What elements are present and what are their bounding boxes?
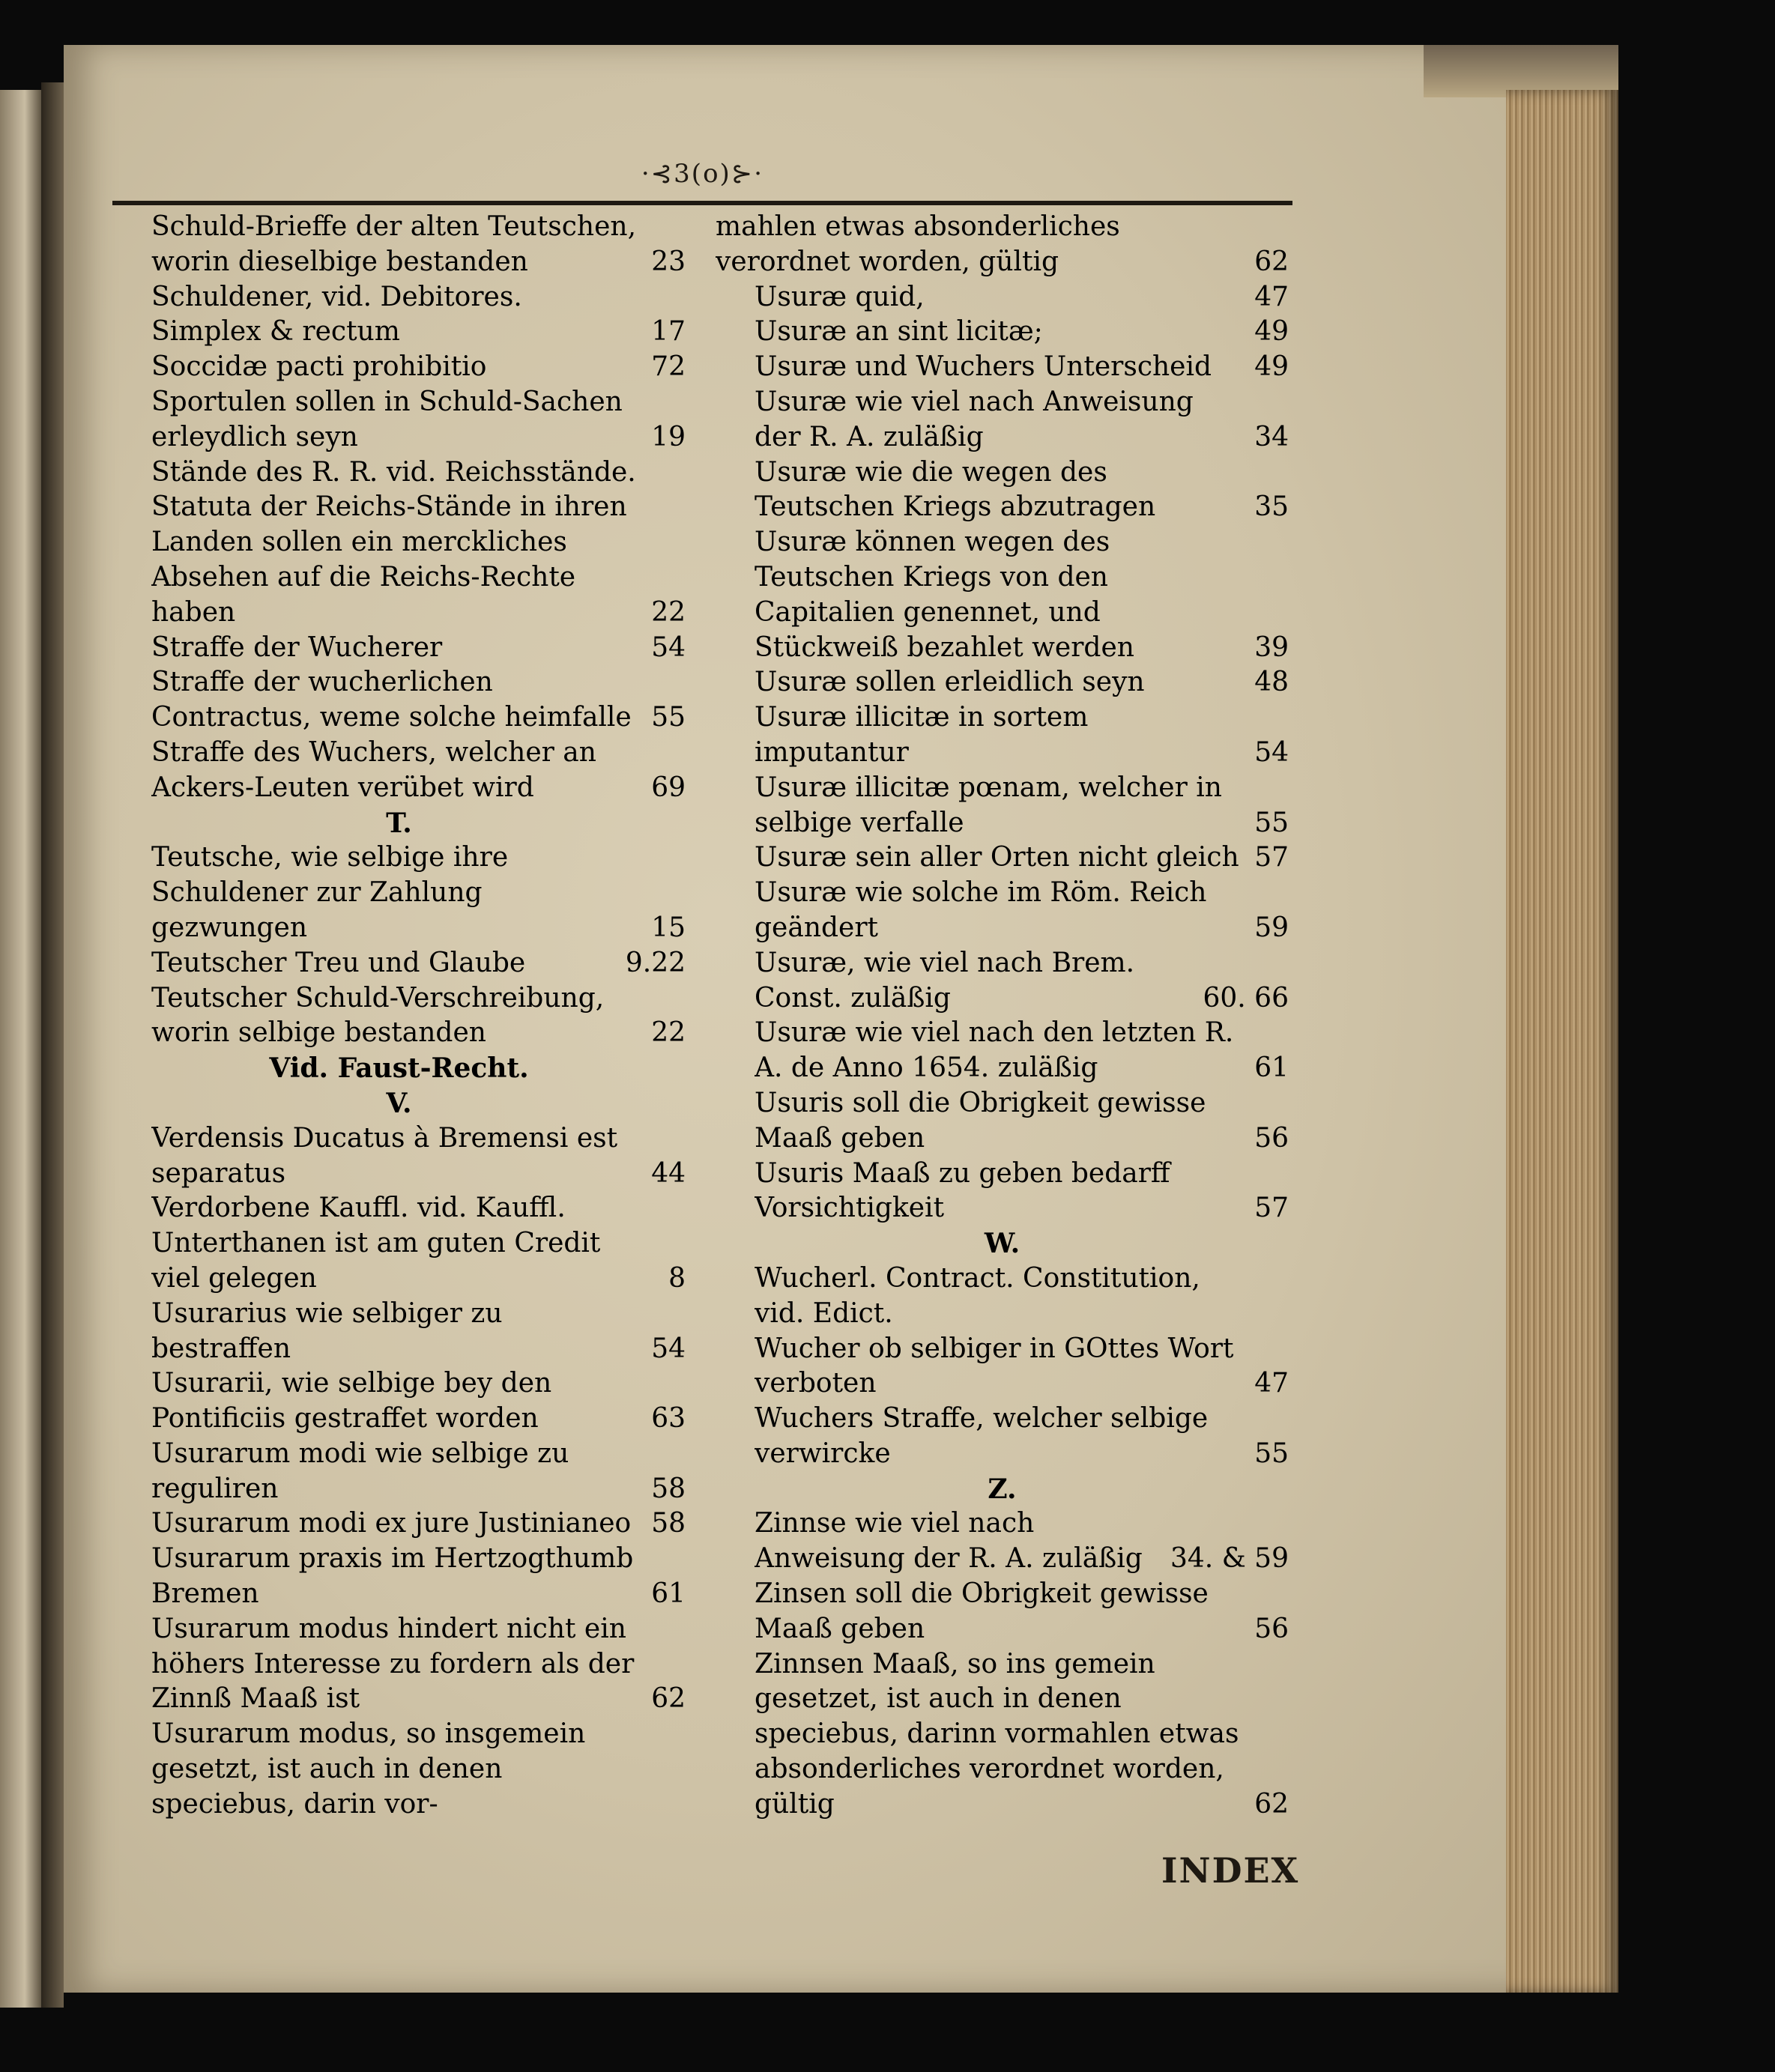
book-gutter bbox=[41, 82, 64, 2008]
index-entry-text: Usuræ sein aller Orten nicht gleich bbox=[755, 842, 1239, 873]
index-entry bbox=[716, 700, 1289, 771]
index-entry bbox=[716, 1157, 1289, 1227]
index-entry-page: 58 bbox=[651, 1473, 686, 1504]
index-entry-text: Straffe des Wuchers, welcher an Ackers-Leuten verübet wird bbox=[151, 736, 596, 803]
index-entry-text: Zinnse wie viel nach Anweisung der R. A. zuläßig bbox=[755, 1508, 1143, 1575]
index-entry bbox=[716, 840, 1289, 876]
index-entry-text: Usuræ können wegen des Teutschen Kriegs von den Capitalien genennet, und Stückweiß bezahlet werden bbox=[755, 527, 1134, 663]
index-section-letter: V. bbox=[386, 1087, 412, 1119]
index-entry-text: Teutscher Schuld-Verschreibung, worin selbige bestanden bbox=[151, 982, 605, 1049]
index-entry-page: 47 bbox=[1254, 281, 1289, 312]
index-entry bbox=[112, 946, 686, 981]
index-entry-page: 9.22 bbox=[625, 947, 686, 978]
index-entry-text: Usurarum modus, so insgemein gesetzt, ist auch in denen speciebus, darin vor- bbox=[151, 1718, 586, 1820]
index-entry-text: Zinsen soll die Obrigkeit gewisse Maaß geben bbox=[755, 1578, 1209, 1644]
index-entry-text: Stände des R. R. vid. Reichsstände. bbox=[151, 456, 636, 488]
index-column-left bbox=[112, 210, 686, 1823]
index-entry bbox=[112, 1612, 686, 1717]
index-entry bbox=[112, 840, 686, 945]
index-entry bbox=[716, 210, 1289, 280]
index-entry bbox=[112, 350, 686, 385]
index-entry bbox=[112, 210, 686, 280]
index-entry-page: 61 bbox=[1254, 1052, 1289, 1084]
index-entry-text: Verdensis Ducatus à Bremensi est separatus bbox=[151, 1122, 618, 1189]
index-entry-text: Usuræ wie die wegen des Teutschen Kriegs abzutragen bbox=[755, 456, 1156, 523]
index-entry bbox=[112, 665, 686, 736]
index-section-letter: Z. bbox=[988, 1473, 1017, 1505]
index-entry bbox=[716, 1332, 1289, 1402]
index-entry-page: 60. 66 bbox=[1203, 982, 1289, 1014]
index-entry-page: 56 bbox=[1254, 1122, 1289, 1154]
index-entry-text: Usurarum modus hindert nicht ein höhers Interesse zu fordern als der Zinnß Maaß ist bbox=[151, 1613, 635, 1715]
index-entry bbox=[716, 350, 1289, 385]
index-entry bbox=[112, 1297, 686, 1367]
index-entry-text: Wucherl. Contract. Constitution, vid. Edict. bbox=[755, 1262, 1200, 1329]
index-entry bbox=[112, 455, 686, 491]
index-entry-page: 19 bbox=[651, 421, 686, 452]
index-entry bbox=[716, 946, 1289, 1017]
index-entry-text: Soccidæ pacti prohibitio bbox=[151, 351, 487, 383]
index-entry-text: Usuræ illicitæ pœnam, welcher in selbige verfalle bbox=[755, 772, 1222, 838]
index-entry-page: 62 bbox=[1254, 1788, 1289, 1820]
index-entry-text: Straffe der Wucherer bbox=[151, 631, 443, 663]
index-entry-page: 62 bbox=[1254, 246, 1289, 277]
index-entry-text: Teutscher Treu und Glaube bbox=[151, 947, 526, 978]
index-entry bbox=[716, 1261, 1289, 1332]
index-entry-page: 47 bbox=[1254, 1368, 1289, 1399]
index-entry bbox=[112, 1437, 686, 1507]
index-entry bbox=[112, 1506, 686, 1542]
index-entry-page: 63 bbox=[651, 1403, 686, 1435]
index-entry-text: Sportulen sollen in Schuld-Sachen erleydlich seyn bbox=[151, 386, 623, 452]
index-entry-text: Usurarum praxis im Hertzogthumb Bremen bbox=[151, 1543, 634, 1610]
index-entry-page: 22 bbox=[651, 1017, 686, 1049]
index-entry bbox=[112, 1121, 686, 1192]
index-entry bbox=[112, 385, 686, 455]
index-entry-page: 54 bbox=[651, 1333, 686, 1364]
page-block-edge bbox=[1506, 90, 1618, 1993]
index-entry bbox=[716, 1016, 1289, 1086]
index-entry bbox=[112, 736, 686, 806]
page-header-ornament: ·⊰3(o)⊱· bbox=[641, 159, 764, 189]
index-entry-page: 54 bbox=[1254, 736, 1289, 768]
index-entry bbox=[112, 1542, 686, 1612]
index-entry bbox=[716, 1577, 1289, 1647]
index-entry-text: Usuræ und Wuchers Unterscheid bbox=[755, 351, 1212, 383]
index-entry bbox=[112, 1226, 686, 1297]
index-entry-page: 61 bbox=[651, 1578, 686, 1610]
index-entry-page: 58 bbox=[651, 1508, 686, 1539]
catchword: INDEX bbox=[1161, 1850, 1300, 1891]
index-entry bbox=[716, 771, 1289, 841]
index-entry-text: Straffe der wucherlichen Contractus, weme solche heimfalle bbox=[151, 667, 632, 733]
index-entry-page: 57 bbox=[1254, 1193, 1289, 1224]
index-entry-text: Usurarii, wie selbige bey den Pontificiis gestraffet worden bbox=[151, 1368, 552, 1435]
index-entry-text: Usuræ, wie viel nach Brem. Const. zuläßig bbox=[755, 947, 1135, 1014]
index-column-right bbox=[716, 210, 1289, 1823]
index-entry-page: 72 bbox=[651, 351, 686, 383]
index-entry-text: Usuræ an sint licitæ; bbox=[755, 316, 1043, 348]
index-section-letter: W. bbox=[984, 1228, 1020, 1260]
index-entry-text: Statuta der Reichs-Stände in ihren Landen sollen ein merckliches Absehen auf die Reichs-Rechte haben bbox=[151, 491, 627, 628]
index-entry bbox=[112, 1717, 686, 1822]
index-entry bbox=[716, 525, 1289, 665]
index-entry-page: 54 bbox=[651, 631, 686, 663]
index-entry-text: Schuld-Brieffe der alten Teutschen, worin dieselbige bestanden bbox=[151, 211, 637, 277]
index-entry-page: 44 bbox=[651, 1157, 686, 1189]
index-entry-page: 59 bbox=[1254, 912, 1289, 943]
index-entry-page: 34. & 59 bbox=[1170, 1543, 1289, 1575]
index-entry-text: mahlen etwas absonderliches verordnet worden, gültig bbox=[716, 211, 1120, 277]
index-entry-text: Schuldener, vid. Debitores. bbox=[151, 281, 522, 312]
index-entry-page: 23 bbox=[651, 246, 686, 277]
index-section-letter: T. bbox=[386, 807, 412, 839]
index-entry bbox=[716, 1402, 1289, 1472]
index-entry-text: Usuræ sollen erleidlich seyn bbox=[755, 667, 1145, 698]
index-entry-text: Wuchers Straffe, welcher selbige verwircke bbox=[755, 1403, 1209, 1469]
index-entry-page: 34 bbox=[1254, 421, 1289, 452]
index-entry-page: 56 bbox=[1254, 1613, 1289, 1644]
index-entry-text: Usuræ illicitæ in sortem imputantur bbox=[755, 702, 1089, 768]
index-entry-page: 69 bbox=[651, 772, 686, 803]
index-entry bbox=[716, 665, 1289, 700]
index-entry-page: 22 bbox=[651, 596, 686, 628]
index-entry bbox=[112, 631, 686, 666]
index-entry bbox=[716, 1647, 1289, 1823]
index-entry bbox=[112, 315, 686, 350]
index-entry-text: Usuris Maaß zu geben bedarff Vorsichtigkeit bbox=[755, 1157, 1170, 1224]
index-entry bbox=[112, 981, 686, 1052]
index-entry-text: Zinnsen Maaß, so ins gemein gesetzet, ist auch in denen speciebus, darinn vormahlen etwas absonderliches verordnet worden, gültig bbox=[755, 1648, 1239, 1820]
index-entry-page: 35 bbox=[1254, 491, 1289, 523]
index-entry-text: Unterthanen ist am guten Credit viel gelegen bbox=[151, 1228, 601, 1294]
index-entry bbox=[112, 280, 686, 315]
index-entry bbox=[716, 280, 1289, 315]
index-entry bbox=[716, 876, 1289, 946]
index-entry-text: Usuris soll die Obrigkeit gewisse Maaß geben bbox=[755, 1087, 1206, 1154]
index-entry bbox=[716, 1506, 1289, 1577]
index-section-letter: Vid. Faust-Recht. bbox=[269, 1052, 529, 1085]
index-entry-page: 48 bbox=[1254, 667, 1289, 698]
index-entry-text: Usurarum modi wie selbige zu reguliren bbox=[151, 1438, 569, 1504]
index-entry-page: 15 bbox=[651, 912, 686, 943]
index-entry-page: 49 bbox=[1254, 351, 1289, 383]
index-entry-text: Simplex & rectum bbox=[151, 316, 400, 348]
index-entry-text: Usuræ quid, bbox=[755, 281, 925, 312]
index-entry bbox=[112, 1191, 686, 1226]
index-entry-text: Usuræ wie viel nach den letzten R. A. de Anno 1654. zuläßig bbox=[755, 1017, 1234, 1084]
index-entry-text: Usurarius wie selbiger zu bestraffen bbox=[151, 1297, 503, 1364]
index-entry-text: Usurarum modi ex jure Justinianeo bbox=[151, 1508, 632, 1539]
index-entry-page: 57 bbox=[1254, 842, 1289, 873]
index-entry-page: 17 bbox=[651, 316, 686, 348]
index-entry-page: 8 bbox=[668, 1262, 686, 1294]
index-entry bbox=[112, 490, 686, 630]
index-entry-page: 55 bbox=[1254, 1438, 1289, 1469]
previous-page-edge bbox=[0, 90, 41, 2008]
index-entry-page: 62 bbox=[651, 1683, 686, 1715]
index-entry-page: 49 bbox=[1254, 316, 1289, 348]
index-entry-text: Wucher ob selbiger in GOttes Wort verboten bbox=[755, 1333, 1234, 1399]
index-entry bbox=[112, 1366, 686, 1437]
index-entry bbox=[716, 315, 1289, 350]
index-entry bbox=[716, 385, 1289, 455]
header-rule bbox=[112, 201, 1292, 205]
index-entry bbox=[716, 455, 1289, 526]
index-entry-text: Usuræ wie viel nach Anweisung der R. A. zuläßig bbox=[755, 386, 1194, 452]
index-entry-page: 55 bbox=[651, 702, 686, 733]
index-entry-text: Usuræ wie solche im Röm. Reich geändert bbox=[755, 877, 1207, 943]
index-entry bbox=[716, 1086, 1289, 1157]
index-entry-text: Verdorbene Kauffl. vid. Kauffl. bbox=[151, 1193, 566, 1224]
index-entry-page: 39 bbox=[1254, 631, 1289, 663]
index-entry-page: 55 bbox=[1254, 807, 1289, 838]
index-entry-text: Teutsche, wie selbige ihre Schuldener zur Zahlung gezwungen bbox=[151, 842, 509, 943]
